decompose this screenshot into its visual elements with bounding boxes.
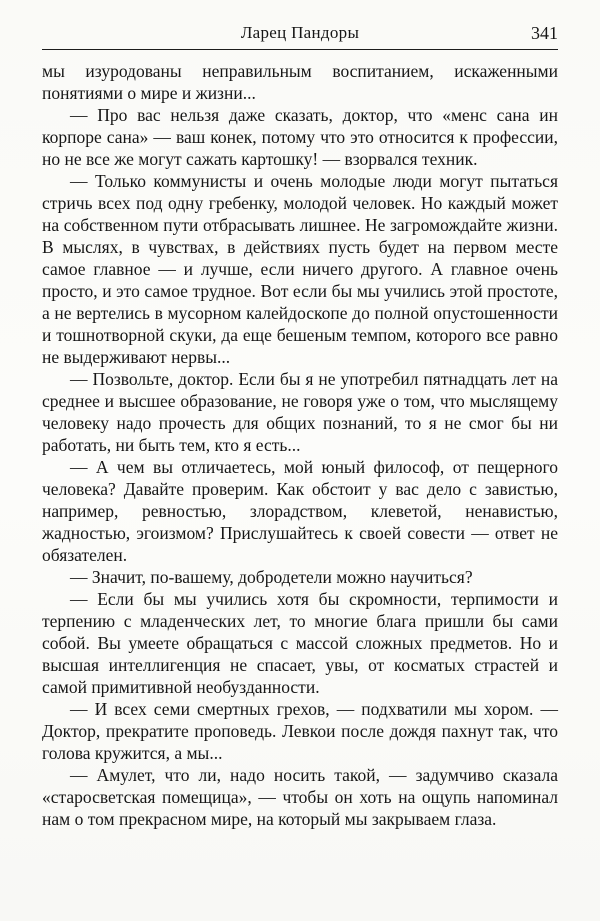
header-rule (42, 49, 558, 50)
paragraph: — Если бы мы учились хотя бы скромности, терпимости и терпению с младенческих лет, то многие блага пришли бы сами собой. Вы умеете обращаться с массой сложных предметов. Но и высшая интеллигенция не спасает, увы, от косматых страстей и самой примитивной необузданности. (42, 589, 558, 697)
page-number: 341 (531, 23, 558, 43)
paragraph: — И всех семи смертных грехов, — подхватили мы хором. — Доктор, прекратите проповедь. Левкои после дождя пахнут так, что голова кружится, а мы... (42, 699, 558, 763)
paragraph: — Значит, по-вашему, добродетели можно научиться? (70, 567, 473, 587)
paragraph: — А чем вы отличаетесь, мой юный философ, от пещерного человека? Давайте проверим. Как обстоит у вас дело с завистью, например, ревностью, злорадством, клеветой, ненавистью, жадностью, эгоизмом? Прислушайтесь к своей совести — ответ не обязателен. (42, 457, 558, 565)
running-title: Ларец Пандоры (240, 23, 360, 42)
paragraph: — Про вас нельзя даже сказать, доктор, что «менс сана ин корпоре сана» — ваш конек, потому что это относится к профессии, но не все же могут сажать картошку! — взорвался техник. (42, 105, 558, 169)
paragraph: — Только коммунисты и очень молодые люди могут пытаться стричь всех под одну гребенку, молодой человек. Но каждый может на собственном пути отбрасывать лишнее. Не загромождайте жизни. В мыслях, в чувствах, в действиях пусть будет на первом месте самое главное — и лучше, если ничего другого. А главное очень просто, и это самое трудное. Вот если бы мы учились этой простоте, а не вертелись в мусорном калейдоскопе до полной опустошенности и тошнотворной скуки, да еще бешеным темпом, которого все равно не выдерживают нервы... (42, 171, 558, 367)
page-body (42, 60, 558, 830)
paragraph: — Амулет, что ли, надо носить такой, — задумчиво сказала «старосветская помещица», — чтобы он хоть на ощупь напоминал нам о том прекрасном мире, на который мы закрываем глаза. (42, 765, 558, 829)
page-header (42, 20, 558, 46)
paragraph: мы изуродованы неправильным воспитанием, искаженными понятиями о мире и жизни... (42, 61, 558, 103)
paragraph: — Позвольте, доктор. Если бы я не употребил пятнадцать лет на среднее и высшее образование, не говоря уже о том, что мыслящему человеку надо прочесть для общих познаний, то я не смог бы ни работать, ни быть тем, кто я есть... (42, 369, 558, 455)
